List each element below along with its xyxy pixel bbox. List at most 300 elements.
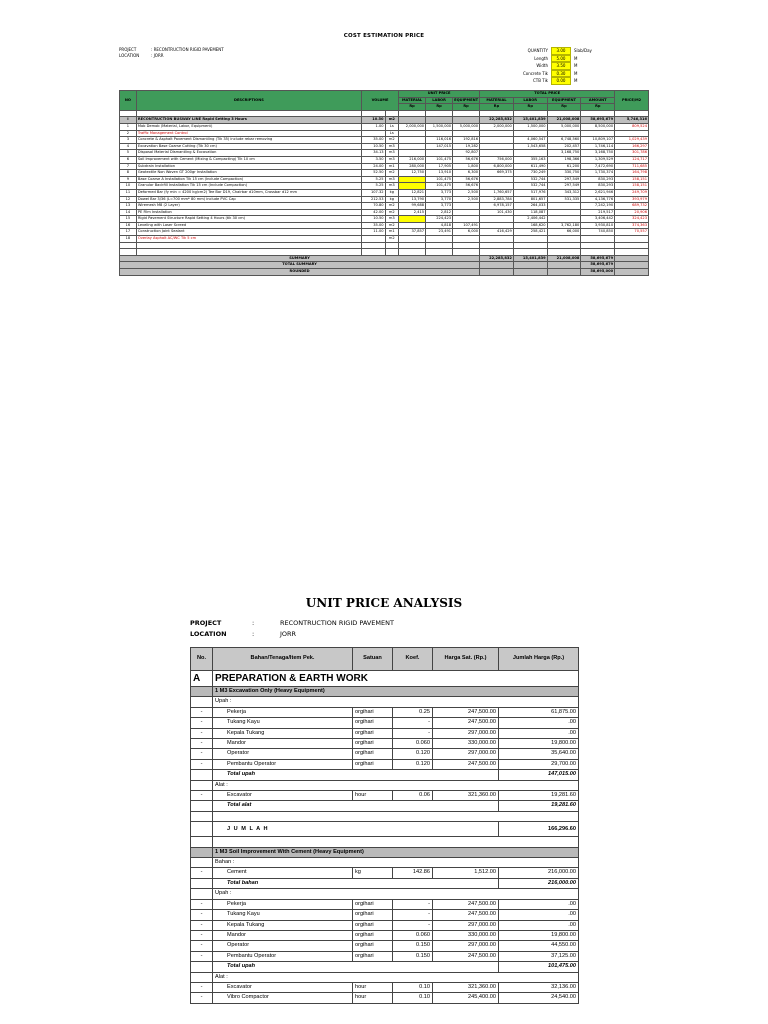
cell-item[interactable]: Excavator <box>213 982 353 992</box>
cell-item[interactable]: Excavator <box>213 791 353 801</box>
cell-harga[interactable]: 330,000.00 <box>433 739 499 749</box>
cell-unit[interactable]: m2 <box>385 236 399 243</box>
cell-pm2[interactable]: 301,786 <box>615 150 649 157</box>
cell-ul[interactable]: 23,491 <box>426 229 453 236</box>
cell-um[interactable] <box>399 117 426 124</box>
cell-desc[interactable]: Traffic Management Control <box>136 130 361 137</box>
cell-item[interactable]: Tukang Kayu <box>213 910 353 920</box>
cell-ue[interactable]: 5,000,000 <box>453 123 480 130</box>
cell-item[interactable]: Pembantu Operator <box>213 759 353 769</box>
cell-harga[interactable]: 297,000.00 <box>433 728 499 738</box>
cell-unit[interactable]: Ls <box>385 130 399 137</box>
parameter-value[interactable]: 0.00 <box>551 77 571 85</box>
cell-pm2[interactable]: 164,798 <box>615 170 649 177</box>
cell-ul[interactable] <box>426 130 453 137</box>
cell-tl[interactable] <box>513 130 547 137</box>
cell-amt[interactable]: 219,517 <box>581 209 615 216</box>
cell-tm[interactable] <box>480 183 514 190</box>
cell-satuan[interactable]: orgihari <box>353 739 393 749</box>
cell-pm2[interactable] <box>615 236 649 243</box>
cell-tl[interactable]: 258,421 <box>513 229 547 236</box>
cell-ul[interactable] <box>426 117 453 124</box>
cell-tm[interactable]: 2,000,000 <box>480 123 514 130</box>
cell-um[interactable] <box>399 143 426 150</box>
cell-no[interactable]: 11 <box>120 189 137 196</box>
cell-vol[interactable]: 5.25 <box>361 183 385 190</box>
cell-item[interactable]: Tukang Kayu <box>213 718 353 728</box>
cell-desc[interactable]: Mob Demob (Material, Labor, Equipment) <box>136 123 361 130</box>
cell-te[interactable] <box>547 130 581 137</box>
cell-unit[interactable] <box>385 242 399 249</box>
cell-um[interactable] <box>399 150 426 157</box>
cell-amt[interactable] <box>581 249 615 256</box>
cell-ue[interactable]: 2,500 <box>453 189 480 196</box>
cell-jumlah[interactable]: 24,540.00 <box>499 993 579 1003</box>
cell-um[interactable]: 12,821 <box>399 189 426 196</box>
cell-desc[interactable]: Dowel Bar 3/36 (L=700 mm* 80 mm) include PVC Cap <box>136 196 361 203</box>
cell-item[interactable]: Pekerja <box>213 707 353 717</box>
cell-te[interactable] <box>547 203 581 210</box>
cell-pm2[interactable]: 249,709 <box>615 189 649 196</box>
cell-desc[interactable] <box>136 242 361 249</box>
cell-amt[interactable]: 3,168,750 <box>581 150 615 157</box>
cell-te[interactable]: 5,000,000 <box>547 123 581 130</box>
cell-jumlah[interactable]: 19,800.00 <box>499 739 579 749</box>
cell-unit[interactable]: Ls <box>385 123 399 130</box>
cell-desc[interactable]: Disposal Material Dismantling & Excavation <box>136 150 361 157</box>
cell-tl[interactable]: 4,060,547 <box>513 137 547 144</box>
total-value[interactable]: 147,015.00 <box>499 770 579 780</box>
cell-tm[interactable]: 6,978,157 <box>480 203 514 210</box>
cell-desc[interactable]: Overlay Asphalt AC/WC Tik 5 cm <box>136 236 361 243</box>
cell-ue[interactable]: 2,500 <box>453 196 480 203</box>
cell-koef[interactable]: - <box>393 728 433 738</box>
cell-no[interactable]: 13 <box>120 203 137 210</box>
cell-vol[interactable]: 5.25 <box>361 176 385 183</box>
cell-ul[interactable] <box>426 242 453 249</box>
cell-ul[interactable]: 101,475 <box>426 183 453 190</box>
cell-jumlah[interactable]: 35,640.00 <box>499 749 579 759</box>
cell-tl[interactable]: 118,087 <box>513 209 547 216</box>
jumlah-value[interactable]: 166,296.60 <box>499 822 579 837</box>
cell-tm[interactable]: 669,375 <box>480 170 514 177</box>
cell-ul[interactable]: 3,773 <box>426 189 453 196</box>
cell-tl[interactable]: 517,976 <box>513 189 547 196</box>
cell-vol[interactable] <box>361 236 385 243</box>
cell-no[interactable]: 17 <box>120 229 137 236</box>
cell-desc[interactable] <box>136 249 361 256</box>
summary-material[interactable]: 22,285,832 <box>480 255 514 262</box>
cell-koef[interactable]: 142.86 <box>393 868 433 878</box>
cell-desc[interactable]: Leveling with Laser Screed <box>136 222 361 229</box>
cell-ul[interactable] <box>426 110 453 117</box>
cell-no[interactable]: 14 <box>120 209 137 216</box>
cell-koef[interactable]: 0.120 <box>393 759 433 769</box>
cell-item[interactable]: Pekerja <box>213 899 353 909</box>
cell-unit[interactable]: m2 <box>385 137 399 144</box>
cell-jumlah[interactable]: 19,800.00 <box>499 930 579 940</box>
cell-vol[interactable]: 1.00 <box>361 123 385 130</box>
parameter-value[interactable]: 3.50 <box>551 62 571 70</box>
cell-unit[interactable]: kg <box>385 196 399 203</box>
cell-unit[interactable] <box>385 110 399 117</box>
cell-tm[interactable] <box>480 130 514 137</box>
cell-jumlah[interactable]: 19,281.60 <box>499 791 579 801</box>
cell-tl[interactable]: 355,163 <box>513 156 547 163</box>
cell-jumlah[interactable]: 44,550.00 <box>499 941 579 951</box>
cell-ue[interactable] <box>453 130 480 137</box>
cell-pm2[interactable] <box>615 110 649 117</box>
cell-te[interactable] <box>547 236 581 243</box>
cell-no[interactable]: 3 <box>120 137 137 144</box>
cell-um[interactable]: 13,790 <box>399 196 426 203</box>
cell-tm[interactable]: 6,800,000 <box>480 163 514 170</box>
cell-te[interactable]: 297,549 <box>547 183 581 190</box>
cell-tm[interactable]: 22,285,832 <box>480 117 514 124</box>
cell-um[interactable] <box>399 137 426 144</box>
cell-te[interactable] <box>547 242 581 249</box>
cell-satuan[interactable]: orgihari <box>353 951 393 961</box>
cell-te[interactable]: 343,312 <box>547 189 581 196</box>
cell-ue[interactable] <box>453 203 480 210</box>
cell-unit[interactable]: m2 <box>385 117 399 124</box>
cell-um[interactable] <box>399 222 426 229</box>
cell-um[interactable]: 280,000 <box>399 163 426 170</box>
cell-pm2[interactable]: 809,524 <box>615 123 649 130</box>
cell-ul[interactable]: 3,770 <box>426 196 453 203</box>
cell-pm2[interactable]: 124,717 <box>615 156 649 163</box>
cell-no[interactable]: 7 <box>120 163 137 170</box>
cell-tm[interactable]: 756,000 <box>480 156 514 163</box>
cell-desc[interactable]: Deformed Bar (fy min = 4200 kg/cm2) Tee Bar D19, Chairbar d10mm, Crossbar d12 mm <box>136 189 361 196</box>
cell-pm2[interactable] <box>615 130 649 137</box>
parameter-value[interactable]: 3.00 <box>551 47 571 55</box>
cell-te[interactable]: 330,750 <box>547 170 581 177</box>
cell-tl[interactable] <box>513 242 547 249</box>
cell-harga[interactable]: 245,400.00 <box>433 993 499 1003</box>
cell-vol[interactable]: 42.00 <box>361 209 385 216</box>
cell-te[interactable]: 66,000 <box>547 229 581 236</box>
cell-desc[interactable]: Construction Joint Sealant <box>136 229 361 236</box>
cell-ue[interactable] <box>453 242 480 249</box>
cell-ue[interactable] <box>453 249 480 256</box>
summary-equipment[interactable] <box>547 269 581 276</box>
parameter-value[interactable]: 5.00 <box>551 55 571 63</box>
cell-tl[interactable] <box>513 249 547 256</box>
cell-desc[interactable]: Soil Improvement with Cement (Mixing & Compacting) Tik 10 cm <box>136 156 361 163</box>
cell-koef[interactable]: 0.25 <box>393 707 433 717</box>
cell-no[interactable]: 6 <box>120 156 137 163</box>
cell-ul[interactable]: 224,423 <box>426 216 453 223</box>
cell-unit[interactable]: m2 <box>385 209 399 216</box>
cell-te[interactable] <box>547 249 581 256</box>
cell-ul[interactable] <box>426 249 453 256</box>
cell-tl[interactable]: 1,543,658 <box>513 143 547 150</box>
cell-te[interactable]: 3,168,750 <box>547 150 581 157</box>
cell-satuan[interactable]: hour <box>353 791 393 801</box>
cell-te[interactable]: 198,366 <box>547 156 581 163</box>
cell-desc[interactable]: Concrete & Asphalt Pavement Dismantling (Tik 35) include rebar removing <box>136 137 361 144</box>
cell-amt[interactable] <box>581 242 615 249</box>
cell-te[interactable] <box>547 209 581 216</box>
cell-vol[interactable]: 24.00 <box>361 163 385 170</box>
cell-vol[interactable] <box>361 242 385 249</box>
cell-item[interactable]: Vibro Compactor <box>213 993 353 1003</box>
cell-satuan[interactable]: orgihari <box>353 707 393 717</box>
cell-ul[interactable]: 17,905 <box>426 163 453 170</box>
cell-item[interactable]: Pembantu Operator <box>213 951 353 961</box>
cell-koef[interactable]: - <box>393 910 433 920</box>
cell-amt[interactable]: 740,850 <box>581 229 615 236</box>
cell-tl[interactable] <box>513 150 547 157</box>
cell-no[interactable]: 1 <box>120 123 137 130</box>
cell-ul[interactable]: 4,818 <box>426 222 453 229</box>
cell-koef[interactable]: 0.06 <box>393 791 433 801</box>
cell-amt[interactable]: 830,293 <box>581 176 615 183</box>
cell-amt[interactable]: 10,809,107 <box>581 137 615 144</box>
cell-tl[interactable]: 264,033 <box>513 203 547 210</box>
cell-harga[interactable]: 297,000.00 <box>433 920 499 930</box>
cell-no[interactable] <box>120 242 137 249</box>
cell-tm[interactable]: 416,429 <box>480 229 514 236</box>
summary-labor[interactable] <box>513 262 547 269</box>
parameter-value[interactable]: 0.30 <box>551 70 571 78</box>
cell-um[interactable] <box>399 216 426 223</box>
cell-ue[interactable]: 56,676 <box>453 183 480 190</box>
cell-tm[interactable] <box>480 216 514 223</box>
cell-pm2[interactable]: 1,029,439 <box>615 137 649 144</box>
cell-satuan[interactable]: orgihari <box>353 749 393 759</box>
cell-um[interactable] <box>399 176 426 183</box>
cell-ue[interactable]: 107,491 <box>453 222 480 229</box>
cell-harga[interactable]: 247,500.00 <box>433 707 499 717</box>
cell-pm2[interactable]: 374,363 <box>615 222 649 229</box>
cell-jumlah[interactable]: 29,700.00 <box>499 759 579 769</box>
cell-unit[interactable]: m3 <box>385 183 399 190</box>
cell-unit[interactable]: m3 <box>385 143 399 150</box>
cell-ul[interactable]: 101,475 <box>426 156 453 163</box>
cell-desc[interactable]: Base Coarse A Installation Tik 15 cm (Include Compaction) <box>136 176 361 183</box>
cell-vol[interactable]: 3.50 <box>361 156 385 163</box>
cell-pm2[interactable]: 20,906 <box>615 209 649 216</box>
cell-satuan[interactable]: orgihari <box>353 910 393 920</box>
cell-te[interactable]: 6,748,560 <box>547 137 581 144</box>
cell-um[interactable]: 2,000,000 <box>399 123 426 130</box>
cell-tm[interactable] <box>480 143 514 150</box>
cell-pm2[interactable]: 166,297 <box>615 143 649 150</box>
cell-ul[interactable]: 147,015 <box>426 143 453 150</box>
cell-tl[interactable]: 801,657 <box>513 196 547 203</box>
cell-satuan[interactable]: orgihari <box>353 728 393 738</box>
cell-te[interactable]: 61,200 <box>547 163 581 170</box>
cell-desc[interactable]: Rigid Pavement Structure Rapid Setting 4 Hours (tik 30 cm) <box>136 216 361 223</box>
cell-vol[interactable]: 11.00 <box>361 229 385 236</box>
cell-tl[interactable] <box>513 110 547 117</box>
summary-amount[interactable]: 58,695,679 <box>581 255 615 262</box>
cell-tm[interactable] <box>480 110 514 117</box>
cell-amt[interactable]: 3,406,442 <box>581 216 615 223</box>
cell-ue[interactable]: 56,676 <box>453 156 480 163</box>
cell-satuan[interactable]: orgihari <box>353 718 393 728</box>
cell-unit[interactable]: m2 <box>385 222 399 229</box>
cell-tm[interactable] <box>480 249 514 256</box>
cell-no[interactable]: 8 <box>120 170 137 177</box>
cell-tl[interactable]: 2,406,442 <box>513 216 547 223</box>
cell-tm[interactable] <box>480 176 514 183</box>
cell-no[interactable] <box>120 249 137 256</box>
cell-unit[interactable]: m1 <box>385 229 399 236</box>
cell-pm2[interactable]: 393,979 <box>615 196 649 203</box>
cell-amt[interactable]: 3,930,810 <box>581 222 615 229</box>
cell-koef[interactable]: - <box>393 718 433 728</box>
cell-ue[interactable]: 1,800 <box>453 163 480 170</box>
cell-vol[interactable] <box>361 249 385 256</box>
cell-te[interactable] <box>547 216 581 223</box>
cell-vol[interactable]: 10.50 <box>361 143 385 150</box>
cell-te[interactable]: 3,762,180 <box>547 222 581 229</box>
cell-ue[interactable]: 6,300 <box>453 170 480 177</box>
cell-amt[interactable]: 1,309,529 <box>581 156 615 163</box>
cell-amt[interactable] <box>581 236 615 243</box>
total-value[interactable]: 216,000.00 <box>499 878 579 888</box>
cell-no[interactable]: 9 <box>120 176 137 183</box>
cell-ue[interactable]: 92,807 <box>453 150 480 157</box>
cell-unit[interactable]: m3 <box>385 156 399 163</box>
cell-pm2[interactable]: 5,746,316 <box>615 117 649 124</box>
cell-koef[interactable]: 0.060 <box>393 739 433 749</box>
cell-no[interactable]: 16 <box>120 222 137 229</box>
cell-um[interactable] <box>399 242 426 249</box>
cell-pm2[interactable]: 70,557 <box>615 229 649 236</box>
summary-amount[interactable]: 58,695,000 <box>581 269 615 276</box>
cell-item[interactable]: Kepala Tukang <box>213 728 353 738</box>
cell-no[interactable]: 18 <box>120 236 137 243</box>
cell-unit[interactable]: m1 <box>385 163 399 170</box>
cell-koef[interactable]: - <box>393 920 433 930</box>
cell-tl[interactable]: 532,744 <box>513 183 547 190</box>
cell-harga[interactable]: 247,500.00 <box>433 951 499 961</box>
cell-tl[interactable]: 168,620 <box>513 222 547 229</box>
cell-jumlah[interactable]: .00 <box>499 920 579 930</box>
cell-satuan[interactable]: hour <box>353 993 393 1003</box>
cell-tm[interactable]: 101,430 <box>480 209 514 216</box>
cell-vol[interactable]: 107.32 <box>361 189 385 196</box>
cell-amt[interactable]: 1,746,114 <box>581 143 615 150</box>
cell-vol[interactable] <box>361 110 385 117</box>
cell-tm[interactable] <box>480 150 514 157</box>
total-value[interactable]: 101,475.00 <box>499 962 579 972</box>
cell-koef[interactable]: 0.150 <box>393 951 433 961</box>
cell-satuan[interactable]: hour <box>353 982 393 992</box>
summary-material[interactable] <box>480 262 514 269</box>
cell-tl[interactable]: 532,744 <box>513 176 547 183</box>
cell-vol[interactable]: 10.50 <box>361 117 385 124</box>
cell-tl[interactable]: 730,249 <box>513 170 547 177</box>
cell-ue[interactable] <box>453 110 480 117</box>
summary-amount[interactable]: 58,695,679 <box>581 262 615 269</box>
cell-item[interactable]: Cement <box>213 868 353 878</box>
cell-ue[interactable]: 192,816 <box>453 137 480 144</box>
cell-ul[interactable]: 3,773 <box>426 203 453 210</box>
cell-amt[interactable]: 2,621,946 <box>581 189 615 196</box>
cell-vol[interactable]: 70.80 <box>361 203 385 210</box>
cell-ue[interactable] <box>453 117 480 124</box>
cell-harga[interactable]: 247,500.00 <box>433 759 499 769</box>
cell-tm[interactable] <box>480 242 514 249</box>
cell-tm[interactable]: 2,883,784 <box>480 196 514 203</box>
cell-amt[interactable]: 58,695,679 <box>581 117 615 124</box>
cell-um[interactable]: 2,415 <box>399 209 426 216</box>
cell-jumlah[interactable]: 32,136.00 <box>499 982 579 992</box>
cell-tl[interactable]: 1,500,000 <box>513 123 547 130</box>
cell-ul[interactable] <box>426 150 453 157</box>
cell-pm2[interactable]: 689,732 <box>615 203 649 210</box>
cell-ul[interactable]: 101,475 <box>426 176 453 183</box>
cell-koef[interactable]: 0.10 <box>393 982 433 992</box>
cell-harga[interactable]: 321,360.00 <box>433 791 499 801</box>
cell-desc[interactable]: Subdrain Installation <box>136 163 361 170</box>
cell-koef[interactable]: 0.150 <box>393 941 433 951</box>
cell-satuan[interactable]: kg <box>353 868 393 878</box>
cell-harga[interactable]: 247,500.00 <box>433 899 499 909</box>
cell-desc[interactable]: Granular Backfill Installation Tik 15 cm (Include Compaction) <box>136 183 361 190</box>
cell-satuan[interactable]: orgihari <box>353 899 393 909</box>
cell-harga[interactable]: 297,000.00 <box>433 749 499 759</box>
cell-desc[interactable]: PE Film Installation <box>136 209 361 216</box>
cell-vol[interactable]: 52.50 <box>361 170 385 177</box>
cell-desc[interactable]: RECONTRUCTION BUSWAY LINE Rapid Setting 3 Hours <box>136 117 361 124</box>
cell-no[interactable]: 15 <box>120 216 137 223</box>
cell-amt[interactable] <box>581 110 615 117</box>
summary-equipment[interactable]: 21,008,008 <box>547 255 581 262</box>
cell-amt[interactable]: 1,730,374 <box>581 170 615 177</box>
cell-pm2[interactable]: 158,151 <box>615 176 649 183</box>
summary-material[interactable] <box>480 269 514 276</box>
cell-tm[interactable] <box>480 222 514 229</box>
cell-tl[interactable] <box>513 236 547 243</box>
cell-harga[interactable]: 330,000.00 <box>433 930 499 940</box>
cell-te[interactable] <box>547 110 581 117</box>
cell-unit[interactable] <box>385 249 399 256</box>
cell-item[interactable]: Kepala Tukang <box>213 920 353 930</box>
cell-unit[interactable]: m3 <box>385 216 399 223</box>
cell-um[interactable]: 12,750 <box>399 170 426 177</box>
cell-ue[interactable]: 56,676 <box>453 176 480 183</box>
cell-no[interactable]: I <box>120 117 137 124</box>
cell-tm[interactable] <box>480 137 514 144</box>
cell-pm2[interactable]: 324,423 <box>615 216 649 223</box>
cell-jumlah[interactable]: .00 <box>499 910 579 920</box>
cell-ue[interactable] <box>453 209 480 216</box>
cell-um[interactable]: 37,857 <box>399 229 426 236</box>
cell-jumlah[interactable]: .00 <box>499 899 579 909</box>
cell-vol[interactable]: 35.00 <box>361 222 385 229</box>
cell-harga[interactable]: 1,512.00 <box>433 868 499 878</box>
cell-vol[interactable]: 212.53 <box>361 196 385 203</box>
cell-desc[interactable]: Wiremesh M8 (2 Layer) <box>136 203 361 210</box>
cell-satuan[interactable]: orgihari <box>353 759 393 769</box>
cell-amt[interactable]: 7,472,690 <box>581 163 615 170</box>
cell-item[interactable]: Operator <box>213 941 353 951</box>
cell-satuan[interactable]: orgihari <box>353 930 393 940</box>
cell-no[interactable]: 10 <box>120 183 137 190</box>
cell-no[interactable]: 2 <box>120 130 137 137</box>
cell-um[interactable] <box>399 183 426 190</box>
cell-um[interactable] <box>399 249 426 256</box>
cell-satuan[interactable]: orgihari <box>353 920 393 930</box>
cell-no[interactable] <box>120 110 137 117</box>
cell-satuan[interactable]: orgihari <box>353 941 393 951</box>
